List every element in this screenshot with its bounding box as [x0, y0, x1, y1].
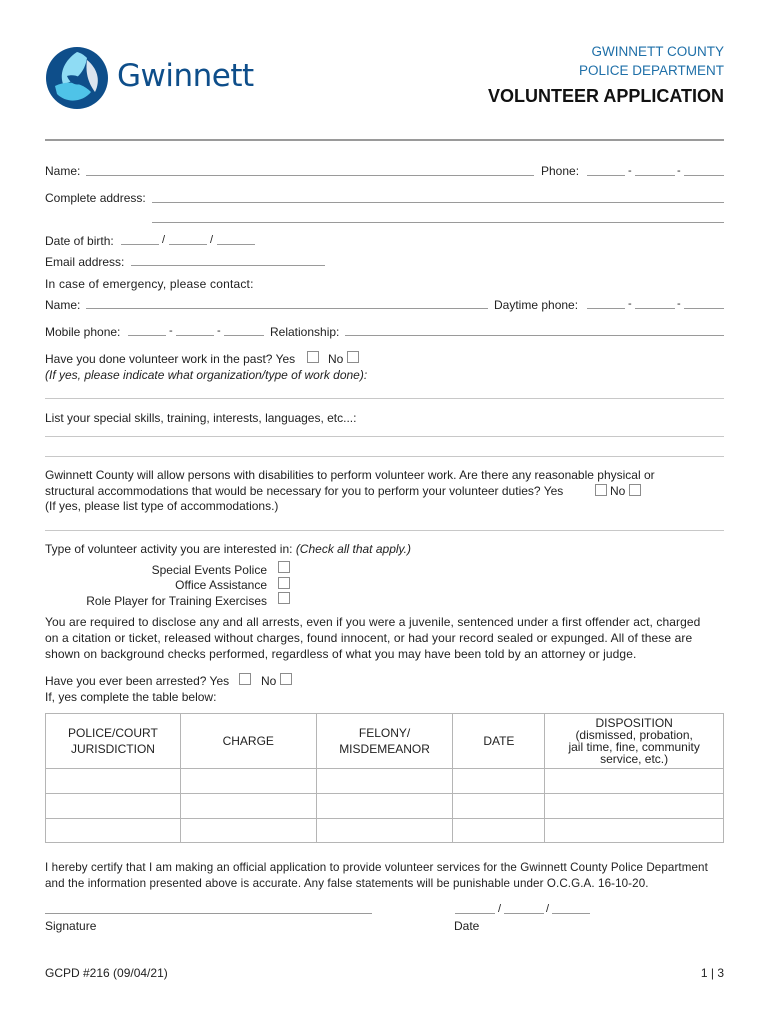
header-line: MISDEMEANOR [339, 741, 430, 756]
dob-day-input[interactable] [169, 244, 207, 245]
emergency-heading: In case of emergency, please contact: [45, 277, 254, 291]
slash: / [498, 903, 502, 915]
table-cell[interactable] [545, 769, 724, 794]
slash: / [546, 903, 550, 915]
header-line: service, etc.) [600, 752, 669, 766]
accommodation-no-checkbox[interactable] [629, 484, 641, 496]
phone-label: Phone: [541, 164, 580, 178]
dept-line-1: GWINNETT COUNTY [591, 44, 724, 59]
mobile-line-input[interactable] [224, 335, 264, 336]
dash: - [217, 325, 221, 337]
dash: - [628, 165, 632, 177]
activity-label-note: (Check all that apply.) [295, 542, 411, 556]
dept-line-2: POLICE DEPARTMENT [578, 63, 724, 78]
arrested-no-checkbox[interactable] [280, 673, 292, 685]
header-line: POLICE/COURT [68, 725, 158, 740]
name-input[interactable] [86, 175, 534, 176]
table-row [46, 819, 724, 843]
accommodation-yes-checkbox[interactable] [595, 484, 607, 496]
phone-area-input[interactable] [587, 175, 625, 176]
header-line: FELONY/ [358, 725, 411, 740]
dash: - [169, 325, 173, 337]
activity-label [45, 542, 411, 556]
arrest-table [45, 713, 724, 843]
arrested-question: Have you ever been arrested? Yes [45, 674, 230, 688]
address-input-2[interactable] [152, 222, 724, 223]
volunteer-past-question: Have you done volunteer work in the past? Yes [45, 352, 296, 366]
volunteer-past-no-checkbox[interactable] [347, 351, 359, 363]
table-cell[interactable] [46, 794, 181, 819]
header-line: CHARGE [222, 733, 274, 748]
date-month-input[interactable] [455, 913, 495, 914]
table-cell[interactable] [180, 819, 316, 843]
daytime-area-input[interactable] [587, 308, 625, 309]
header-jurisdiction [46, 714, 181, 769]
address-label: Complete address: [45, 191, 146, 205]
activity-option-label: Office Assistance [175, 578, 267, 592]
email-input[interactable] [131, 265, 325, 266]
volunteer-past-no-label: No [328, 352, 344, 366]
date-day-input[interactable] [504, 913, 544, 914]
mobile-label: Mobile phone: [45, 325, 121, 339]
header-line: jail time, fine, community [568, 740, 700, 754]
header-divider [45, 139, 724, 141]
volunteer-past-note: (If yes, please indicate what organization/type of work done): [45, 368, 368, 382]
date-label: Date [454, 919, 480, 933]
certify-text [45, 860, 735, 892]
accommodation-text-3: (If yes, please list type of accommodations.) [45, 499, 279, 513]
date-year-input[interactable] [552, 913, 590, 914]
phone-line-input[interactable] [684, 175, 724, 176]
activity-role-player-checkbox[interactable] [278, 592, 290, 604]
header-date [453, 714, 545, 769]
arrested-yes-checkbox[interactable] [239, 673, 251, 685]
gwinnett-logo-icon [45, 46, 109, 110]
accommodation-text-2: structural accommodations that would be necessary for you to perform your volunteer duties? Yes [45, 484, 564, 498]
accommodation-answer-line[interactable] [45, 530, 724, 531]
activity-option-label: Role Player for Training Exercises [86, 594, 267, 608]
header-line: (dismissed, probation, [575, 728, 693, 742]
dob-label: Date of birth: [45, 234, 114, 248]
certify-line: and the information presented above is accurate. Any false statements will be punishable under O.C.G.A. 16-10-20. [45, 877, 649, 890]
daytime-line-input[interactable] [684, 308, 724, 309]
disclosure-line: on a citation or ticket, released without charges, found innocent, or had your record sealed or expunged. All of these are [45, 631, 693, 645]
skills-answer-line-2[interactable] [45, 456, 724, 457]
slash: / [162, 234, 166, 246]
arrest-table-header-row [46, 714, 724, 769]
page-title: VOLUNTEER APPLICATION [487, 86, 724, 106]
signature-label: Signature [45, 919, 97, 933]
daytime-label: Daytime phone: [494, 298, 579, 312]
em-name-label: Name: [45, 298, 81, 312]
header-line: DISPOSITION [595, 716, 673, 730]
logo [45, 46, 255, 112]
table-cell[interactable] [46, 819, 181, 843]
signature-line[interactable] [45, 913, 372, 914]
table-cell[interactable] [316, 794, 453, 819]
volunteer-past-answer-line[interactable] [45, 398, 724, 399]
header-charge [180, 714, 316, 769]
skills-label: List your special skills, training, interests, languages, etc...: [45, 411, 357, 425]
volunteer-past-yes-checkbox[interactable] [307, 351, 319, 363]
activity-office-assistance-checkbox[interactable] [278, 577, 290, 589]
activity-special-events-checkbox[interactable] [278, 561, 290, 573]
arrest-table-note: If, yes complete the table below: [45, 690, 217, 704]
skills-answer-line-1[interactable] [45, 436, 724, 437]
form-id: GCPD #216 (09/04/21) [45, 966, 168, 980]
name-label: Name: [45, 164, 81, 178]
dash: - [677, 165, 681, 177]
table-cell[interactable] [453, 819, 545, 843]
table-cell[interactable] [316, 819, 453, 843]
table-cell[interactable] [180, 794, 316, 819]
table-cell[interactable] [453, 769, 545, 794]
table-row [46, 769, 724, 794]
mobile-area-input[interactable] [128, 335, 166, 336]
phone-prefix-input[interactable] [635, 175, 675, 176]
slash: / [210, 234, 214, 246]
activity-option-label: Special Events Police [151, 563, 267, 577]
em-name-input[interactable] [86, 308, 488, 309]
table-cell[interactable] [46, 769, 181, 794]
address-input-1[interactable] [152, 202, 724, 203]
dash: - [677, 298, 681, 310]
disclosure-line: shown on background checks performed, regardless of what you may have been told by an attorney or judge. [45, 647, 637, 661]
header-disposition [545, 714, 724, 769]
disclosure-line: You are required to disclose any and all arrests, even if you were a juvenile, sentenced under a first offender act, charged [45, 615, 701, 629]
dash: - [628, 298, 632, 310]
logo-text: Gwinnett [117, 58, 254, 94]
daytime-prefix-input[interactable] [635, 308, 675, 309]
header-line: JURISDICTION [70, 741, 155, 756]
header-line: DATE [483, 733, 515, 748]
mobile-prefix-input[interactable] [176, 335, 214, 336]
certify-line: I hereby certify that I am making an official application to provide volunteer services for the Gwinnett County Police Department [45, 861, 708, 874]
accommodation-no-label: No [610, 484, 626, 498]
header-felony [316, 714, 453, 769]
table-cell[interactable] [545, 794, 724, 819]
activity-label-text: Type of volunteer activity you are interested in: [45, 542, 293, 556]
table-cell[interactable] [316, 769, 453, 794]
dob-year-input[interactable] [217, 244, 255, 245]
table-cell[interactable] [545, 819, 724, 843]
dob-month-input[interactable] [121, 244, 159, 245]
table-row [46, 794, 724, 819]
arrested-no-label: No [261, 674, 277, 688]
table-cell[interactable] [180, 769, 316, 794]
page-number: 1 | 3 [700, 966, 724, 980]
relationship-input[interactable] [345, 335, 724, 336]
disclosure-text [45, 614, 735, 662]
relationship-label: Relationship: [270, 325, 340, 339]
table-cell[interactable] [453, 794, 545, 819]
accommodation-text-1: Gwinnett County will allow persons with disabilities to perform volunteer work. Are there any reasonable physical or [45, 468, 655, 482]
email-label: Email address: [45, 255, 125, 269]
